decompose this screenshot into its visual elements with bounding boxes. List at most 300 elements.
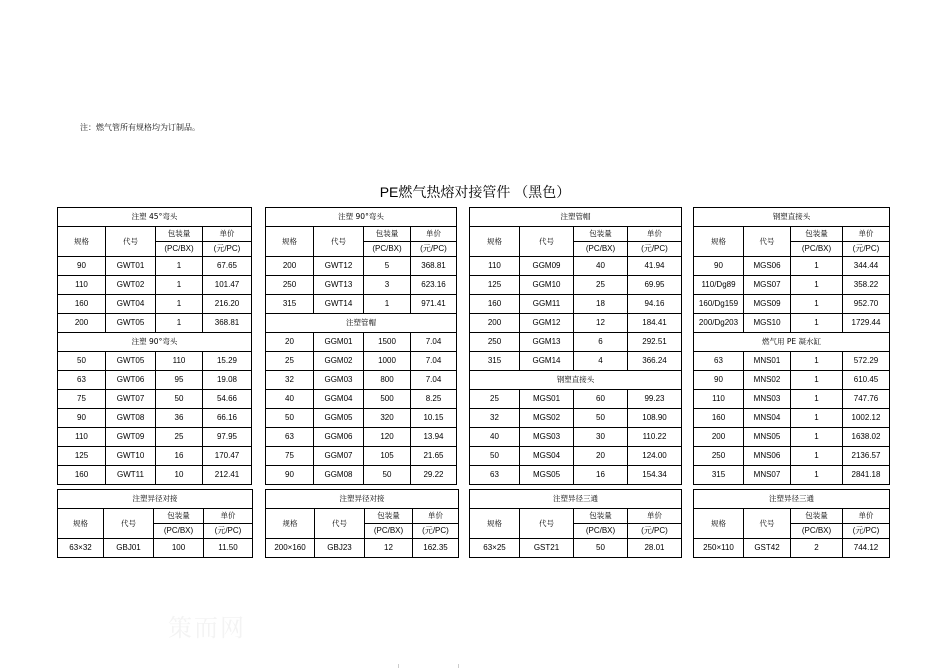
cell-code: GWT09 <box>106 428 156 447</box>
cell-code: MNS03 <box>744 390 791 409</box>
cell-unit-price: 358.22 <box>843 276 890 295</box>
col-header-spec: 规格 <box>266 509 315 539</box>
page-edge-mark <box>398 664 399 668</box>
fitting-table-block-3 <box>469 207 682 485</box>
cell-pack-qty: 12 <box>365 539 413 558</box>
table-row <box>694 276 890 295</box>
table-row <box>694 390 890 409</box>
cell-spec: 200/Dg203 <box>694 314 744 333</box>
table-row <box>694 314 890 333</box>
cell-pack-qty: 1 <box>791 409 843 428</box>
page-title: PE燃气热熔对接管件 （黑色） <box>379 184 571 200</box>
table-row <box>470 466 682 485</box>
cell-spec: 50 <box>266 409 314 428</box>
col-header-code: 代号 <box>104 509 154 539</box>
col-header-code: 代号 <box>314 227 364 257</box>
table-row <box>470 314 682 333</box>
cell-unit-price: 292.51 <box>628 333 682 352</box>
table-head <box>58 208 252 257</box>
section-title: 注塑 45°弯头 <box>58 208 252 227</box>
cell-unit-price: 368.81 <box>203 314 252 333</box>
cell-unit-price: 2841.18 <box>843 466 890 485</box>
col-header-price-unit: (元/PC) <box>203 242 252 257</box>
col-header-spec: 规格 <box>266 227 314 257</box>
cell-unit-price: 1729.44 <box>843 314 890 333</box>
col-header-price: 单价 <box>843 227 890 242</box>
table-row <box>58 539 253 558</box>
cell-pack-qty: 60 <box>574 390 628 409</box>
cell-spec: 315 <box>470 352 520 371</box>
cell-code: MGS01 <box>520 390 574 409</box>
cell-spec: 160 <box>470 295 520 314</box>
cell-spec: 90 <box>266 466 314 485</box>
table-row <box>58 276 252 295</box>
col-header-spec: 规格 <box>58 227 106 257</box>
col-header-price-unit: (元/PC) <box>411 242 457 257</box>
cell-pack-qty: 1 <box>791 390 843 409</box>
cell-unit-price: 15.29 <box>203 352 252 371</box>
section-title: 注塑 90°弯头 <box>266 208 457 227</box>
col-header-code: 代号 <box>315 509 365 539</box>
cell-spec: 160 <box>58 466 106 485</box>
cell-spec: 63 <box>694 352 744 371</box>
cell-spec: 25 <box>266 352 314 371</box>
cell-pack-qty: 320 <box>364 409 411 428</box>
cell-pack-qty: 3 <box>364 276 411 295</box>
cell-spec: 75 <box>266 447 314 466</box>
cell-pack-qty: 16 <box>156 447 203 466</box>
cell-spec: 315 <box>266 295 314 314</box>
reducer-table-2 <box>265 489 459 558</box>
cell-code: GWT05 <box>106 352 156 371</box>
cell-unit-price: 7.04 <box>411 352 457 371</box>
cell-pack-qty: 40 <box>574 257 628 276</box>
cell-unit-price: 623.16 <box>411 276 457 295</box>
cell-code: MNS04 <box>744 409 791 428</box>
cell-code: GWT12 <box>314 257 364 276</box>
cell-unit-price: 97.95 <box>203 428 252 447</box>
col-header-spec: 规格 <box>470 509 520 539</box>
table-row <box>470 295 682 314</box>
cell-pack-qty: 100 <box>154 539 204 558</box>
cell-spec: 75 <box>58 390 106 409</box>
cell-code: GWT07 <box>106 390 156 409</box>
cell-unit-price: 110.22 <box>628 428 682 447</box>
cell-code: GGM12 <box>520 314 574 333</box>
col-header-pack: 包装量 <box>574 227 628 242</box>
cell-code: GWT11 <box>106 466 156 485</box>
table-row <box>470 539 682 558</box>
cell-pack-qty: 110 <box>156 352 203 371</box>
cell-unit-price: 971.41 <box>411 295 457 314</box>
cell-code: GST21 <box>520 539 574 558</box>
section-title: 注塑管帽 <box>266 314 457 333</box>
cell-code: MNS01 <box>744 352 791 371</box>
tee-table-1 <box>469 489 682 558</box>
cell-spec: 250 <box>694 447 744 466</box>
cell-code: GWT14 <box>314 295 364 314</box>
section-title: 钢塑直接头 <box>470 371 682 390</box>
cell-pack-qty: 1 <box>791 447 843 466</box>
cell-code: MGS06 <box>744 257 791 276</box>
table-head <box>266 490 459 539</box>
cell-spec: 160 <box>58 295 106 314</box>
cell-spec: 63 <box>58 371 106 390</box>
cell-code: GGM03 <box>314 371 364 390</box>
cell-code: GWT01 <box>106 257 156 276</box>
fitting-table-block-2 <box>265 207 457 485</box>
cell-spec: 160/Dg159 <box>694 295 744 314</box>
cell-spec: 63×32 <box>58 539 104 558</box>
cell-code: GWT13 <box>314 276 364 295</box>
cell-pack-qty: 12 <box>574 314 628 333</box>
cell-unit-price: 366.24 <box>628 352 682 371</box>
cell-spec: 90 <box>694 257 744 276</box>
cell-spec: 200 <box>266 257 314 276</box>
cell-unit-price: 54.66 <box>203 390 252 409</box>
col-header-price-unit: (元/PC) <box>843 242 890 257</box>
cell-unit-price: 2136.57 <box>843 447 890 466</box>
tee-table-2 <box>693 489 890 558</box>
cell-unit-price: 216.20 <box>203 295 252 314</box>
cell-unit-price: 170.47 <box>203 447 252 466</box>
cell-unit-price: 744.12 <box>843 539 890 558</box>
cell-spec: 40 <box>266 390 314 409</box>
cell-code: MGS10 <box>744 314 791 333</box>
cell-spec: 90 <box>694 371 744 390</box>
cell-spec: 32 <box>470 409 520 428</box>
section-title: 注塑异径三通 <box>694 490 890 509</box>
section-title: 注塑异径对接 <box>266 490 459 509</box>
cell-pack-qty: 1 <box>156 257 203 276</box>
cell-code: GGM11 <box>520 295 574 314</box>
cell-unit-price: 10.15 <box>411 409 457 428</box>
table-head <box>470 208 682 257</box>
col-header-pack: 包装量 <box>791 227 843 242</box>
cell-pack-qty: 1 <box>791 466 843 485</box>
cell-pack-qty: 1 <box>791 428 843 447</box>
cell-pack-qty: 120 <box>364 428 411 447</box>
cell-pack-qty: 1 <box>791 314 843 333</box>
table-row <box>266 257 457 276</box>
table-row <box>694 371 890 390</box>
col-header-price: 单价 <box>204 509 253 524</box>
cell-code: GGM07 <box>314 447 364 466</box>
cell-spec: 50 <box>470 447 520 466</box>
watermark: 策而网 <box>168 614 246 642</box>
cell-unit-price: 154.34 <box>628 466 682 485</box>
cell-pack-qty: 50 <box>364 466 411 485</box>
cell-spec: 110 <box>58 276 106 295</box>
cell-unit-price: 1638.02 <box>843 428 890 447</box>
page-edge-mark <box>458 664 459 668</box>
cell-unit-price: 69.95 <box>628 276 682 295</box>
cell-code: MNS02 <box>744 371 791 390</box>
cell-code: GGM05 <box>314 409 364 428</box>
cell-code: GGM02 <box>314 352 364 371</box>
cell-pack-qty: 1 <box>791 295 843 314</box>
table-head <box>470 490 682 539</box>
cell-pack-qty: 1 <box>791 352 843 371</box>
col-header-pack: 包装量 <box>574 509 628 524</box>
cell-code: GWT10 <box>106 447 156 466</box>
cell-code: MGS02 <box>520 409 574 428</box>
section-title: 注塑 90°弯头 <box>58 333 252 352</box>
cell-spec: 110 <box>694 390 744 409</box>
table-row <box>266 333 457 352</box>
cell-unit-price: 212.41 <box>203 466 252 485</box>
col-header-pack-unit: (PC/BX) <box>364 242 411 257</box>
cell-code: MNS05 <box>744 428 791 447</box>
table-row <box>694 352 890 371</box>
col-header-code: 代号 <box>744 509 791 539</box>
table-row <box>58 390 252 409</box>
table-row <box>470 390 682 409</box>
col-header-price-unit: (元/PC) <box>413 524 459 539</box>
cell-code: MGS05 <box>520 466 574 485</box>
cell-unit-price: 162.35 <box>413 539 459 558</box>
table-row <box>694 447 890 466</box>
cell-pack-qty: 2 <box>791 539 843 558</box>
cell-unit-price: 66.16 <box>203 409 252 428</box>
table-row <box>58 352 252 371</box>
table-row <box>694 257 890 276</box>
cell-code: GGM06 <box>314 428 364 447</box>
table-row <box>58 466 252 485</box>
table-row <box>266 295 457 314</box>
cell-spec: 63×25 <box>470 539 520 558</box>
cell-unit-price: 67.65 <box>203 257 252 276</box>
cell-code: GGM01 <box>314 333 364 352</box>
table-head <box>58 490 253 539</box>
cell-unit-price: 101.47 <box>203 276 252 295</box>
cell-pack-qty: 50 <box>156 390 203 409</box>
cell-code: GGM09 <box>520 257 574 276</box>
cell-unit-price: 94.16 <box>628 295 682 314</box>
cell-pack-qty: 10 <box>156 466 203 485</box>
cell-pack-qty: 25 <box>574 276 628 295</box>
col-header-price-unit: (元/PC) <box>628 242 682 257</box>
cell-spec: 110/Dg89 <box>694 276 744 295</box>
col-header-code: 代号 <box>520 227 574 257</box>
table-head <box>694 490 890 539</box>
cell-code: GWT06 <box>106 371 156 390</box>
cell-pack-qty: 5 <box>364 257 411 276</box>
cell-spec: 200 <box>58 314 106 333</box>
col-header-pack-unit: (PC/BX) <box>574 242 628 257</box>
table-row <box>694 409 890 428</box>
col-header-price: 单价 <box>203 227 252 242</box>
col-header-pack-unit: (PC/BX) <box>791 242 843 257</box>
col-header-price: 单价 <box>413 509 459 524</box>
col-header-pack: 包装量 <box>156 227 203 242</box>
cell-unit-price: 8.25 <box>411 390 457 409</box>
section-title: 注塑异径三通 <box>470 490 682 509</box>
col-header-pack-unit: (PC/BX) <box>365 524 413 539</box>
table-row <box>266 390 457 409</box>
cell-unit-price: 29.22 <box>411 466 457 485</box>
cell-unit-price: 344.44 <box>843 257 890 276</box>
cell-unit-price: 368.81 <box>411 257 457 276</box>
cell-pack-qty: 1000 <box>364 352 411 371</box>
cell-spec: 315 <box>694 466 744 485</box>
cell-code: GBJ23 <box>315 539 365 558</box>
footnote: 注：燃气管所有规格均为订制品。 <box>80 123 200 132</box>
cell-pack-qty: 95 <box>156 371 203 390</box>
cell-pack-qty: 1500 <box>364 333 411 352</box>
cell-spec: 25 <box>470 390 520 409</box>
cell-unit-price: 1002.12 <box>843 409 890 428</box>
table-row <box>694 539 890 558</box>
section-title: 注塑异径对接 <box>58 490 253 509</box>
cell-code: MGS07 <box>744 276 791 295</box>
cell-unit-price: 28.01 <box>628 539 682 558</box>
cell-unit-price: 184.41 <box>628 314 682 333</box>
cell-unit-price: 21.65 <box>411 447 457 466</box>
table-row <box>58 447 252 466</box>
section-title: 钢塑直接头 <box>694 208 890 227</box>
table-row <box>470 352 682 371</box>
cell-pack-qty: 1 <box>791 257 843 276</box>
table-row <box>58 314 252 333</box>
cell-code: MNS06 <box>744 447 791 466</box>
cell-code: MGS09 <box>744 295 791 314</box>
cell-code: MGS04 <box>520 447 574 466</box>
table-row <box>694 428 890 447</box>
col-header-price-unit: (元/PC) <box>204 524 253 539</box>
table-row <box>266 409 457 428</box>
col-header-price: 单价 <box>411 227 457 242</box>
cell-code: GWT02 <box>106 276 156 295</box>
cell-code: GGM10 <box>520 276 574 295</box>
cell-pack-qty: 30 <box>574 428 628 447</box>
cell-pack-qty: 18 <box>574 295 628 314</box>
cell-spec: 90 <box>58 257 106 276</box>
cell-unit-price: 7.04 <box>411 371 457 390</box>
cell-code: GGM04 <box>314 390 364 409</box>
cell-code: GST42 <box>744 539 791 558</box>
cell-pack-qty: 50 <box>574 539 628 558</box>
cell-spec: 200 <box>470 314 520 333</box>
cell-pack-qty: 36 <box>156 409 203 428</box>
cell-pack-qty: 500 <box>364 390 411 409</box>
col-header-spec: 规格 <box>694 227 744 257</box>
cell-unit-price: 610.45 <box>843 371 890 390</box>
cell-spec: 200×160 <box>266 539 315 558</box>
cell-unit-price: 13.94 <box>411 428 457 447</box>
col-header-pack: 包装量 <box>154 509 204 524</box>
cell-spec: 90 <box>58 409 106 428</box>
col-header-price: 单价 <box>628 509 682 524</box>
cell-spec: 110 <box>470 257 520 276</box>
table-row <box>470 409 682 428</box>
cell-pack-qty: 1 <box>791 371 843 390</box>
cell-code: GWT08 <box>106 409 156 428</box>
cell-code: GWT05 <box>106 314 156 333</box>
table-row <box>58 409 252 428</box>
table-row <box>470 276 682 295</box>
col-header-pack: 包装量 <box>364 227 411 242</box>
cell-spec: 250 <box>470 333 520 352</box>
cell-pack-qty: 1 <box>791 276 843 295</box>
cell-unit-price: 99.23 <box>628 390 682 409</box>
cell-spec: 50 <box>58 352 106 371</box>
table-row <box>694 466 890 485</box>
fitting-table-block-4 <box>693 207 890 485</box>
cell-unit-price: 7.04 <box>411 333 457 352</box>
col-header-price-unit: (元/PC) <box>628 524 682 539</box>
section-title: 燃气用 PE 凝水缸 <box>694 333 890 352</box>
cell-spec: 125 <box>470 276 520 295</box>
cell-pack-qty: 1 <box>364 295 411 314</box>
col-header-spec: 规格 <box>470 227 520 257</box>
cell-unit-price: 11.50 <box>204 539 253 558</box>
cell-spec: 63 <box>470 466 520 485</box>
cell-pack-qty: 6 <box>574 333 628 352</box>
col-header-pack-unit: (PC/BX) <box>154 524 204 539</box>
reducer-table-1 <box>57 489 253 558</box>
cell-code: MGS03 <box>520 428 574 447</box>
table-row <box>470 257 682 276</box>
table-row <box>58 295 252 314</box>
table-row <box>266 352 457 371</box>
cell-pack-qty: 1 <box>156 276 203 295</box>
cell-pack-qty: 20 <box>574 447 628 466</box>
section-title: 注塑管帽 <box>470 208 682 227</box>
col-header-pack: 包装量 <box>365 509 413 524</box>
cell-pack-qty: 1 <box>156 314 203 333</box>
cell-unit-price: 41.94 <box>628 257 682 276</box>
cell-unit-price: 124.00 <box>628 447 682 466</box>
col-header-price: 单价 <box>628 227 682 242</box>
col-header-pack: 包装量 <box>791 509 843 524</box>
cell-pack-qty: 25 <box>156 428 203 447</box>
cell-pack-qty: 800 <box>364 371 411 390</box>
cell-code: GBJ01 <box>104 539 154 558</box>
cell-spec: 125 <box>58 447 106 466</box>
cell-pack-qty: 4 <box>574 352 628 371</box>
col-header-pack-unit: (PC/BX) <box>791 524 843 539</box>
cell-pack-qty: 50 <box>574 409 628 428</box>
cell-unit-price: 747.76 <box>843 390 890 409</box>
col-header-price-unit: (元/PC) <box>843 524 890 539</box>
col-header-spec: 规格 <box>58 509 104 539</box>
table-row <box>266 466 457 485</box>
table-row <box>266 428 457 447</box>
col-header-pack-unit: (PC/BX) <box>574 524 628 539</box>
cell-code: GGM14 <box>520 352 574 371</box>
cell-spec: 250 <box>266 276 314 295</box>
cell-unit-price: 108.90 <box>628 409 682 428</box>
table-row <box>266 447 457 466</box>
cell-spec: 110 <box>58 428 106 447</box>
table-row <box>470 428 682 447</box>
cell-spec: 40 <box>470 428 520 447</box>
col-header-code: 代号 <box>520 509 574 539</box>
cell-spec: 160 <box>694 409 744 428</box>
cell-code: GGM08 <box>314 466 364 485</box>
fitting-table-block-1 <box>57 207 252 485</box>
cell-code: GGM13 <box>520 333 574 352</box>
cell-spec: 250×110 <box>694 539 744 558</box>
table-row <box>266 371 457 390</box>
cell-spec: 200 <box>694 428 744 447</box>
table-row <box>694 295 890 314</box>
cell-spec: 20 <box>266 333 314 352</box>
cell-code: GWT04 <box>106 295 156 314</box>
table-row <box>58 428 252 447</box>
table-row <box>58 371 252 390</box>
